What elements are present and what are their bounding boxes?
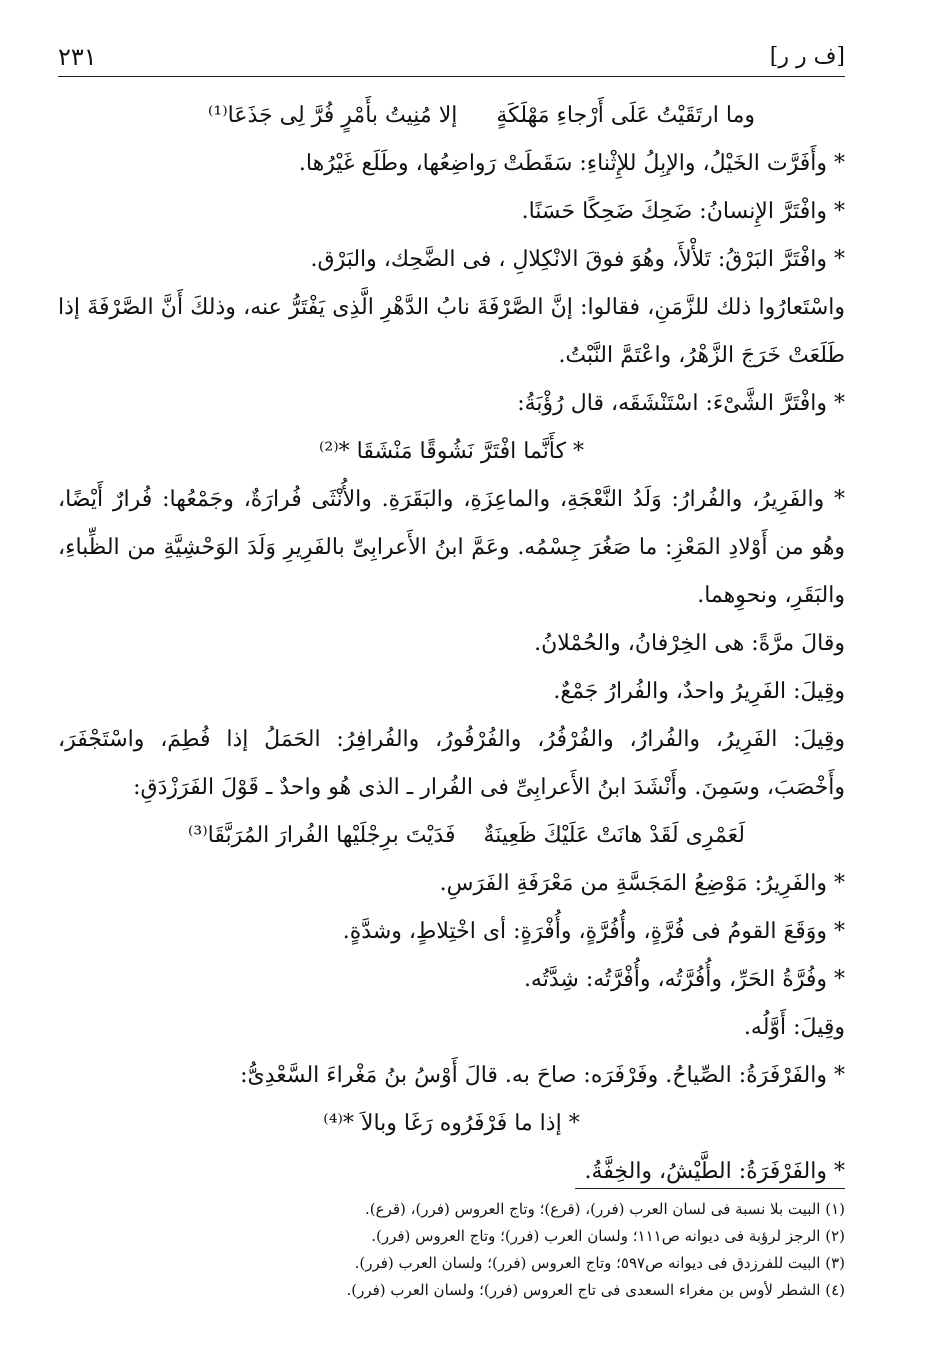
root-code-label: [ف ر ر] — [769, 44, 845, 69]
text-line: * وافْتَرَّ الشَّىْءَ: اسْتَنْشَقَه، قال رُؤْبَةُ: — [517, 391, 845, 416]
footnote-3: (٣) البيت للفرزدق فى ديوانه ص٥٩٧؛ وتاج العروس (فرر)؛ ولسان العرب (فرر). — [354, 1254, 845, 1272]
verse-1-hemistich-2: إلا مُنِيتُ بأَمْرٍ فُرَّ لِى جَذَعَا⁽¹⁾ — [208, 103, 458, 128]
footnote-separator — [575, 1188, 845, 1189]
text-line: * وفُرَّةُ الحَرِّ، وأُفُرَّتُه، وأُفْرَّتُه: شِدَّتُه. — [523, 967, 845, 992]
text-line: وقالَ مرَّةً: هى الخِرْفانُ، والحُمْلانُ. — [534, 631, 845, 656]
verse-2-hemistich-1: لَعَمْرِى لَقَدْ هانَتْ عَلَيْكَ ظَعِينَةٌ — [483, 823, 745, 848]
text-line: * والفَرْفَرَةُ: الصِّياحُ. وفَرْفَرَه: صاحَ به. قالَ أَوْسُ بنُ مَغْراءَ السَّعْدِىُّ: — [240, 1063, 845, 1088]
text-line: * وأَفَرَّت الخَيْلُ، والإبِلُ للإِثْناءِ: سَقَطَتْ رَواضِعُها، وطَلَع غَيْرُها. — [298, 151, 845, 176]
verse-1-hemistich-1: وما ارتَقَيْتُ عَلَى أَرْجاءِ مَهْلَكَةٍ — [496, 103, 755, 128]
verse-2 — [58, 812, 845, 860]
page-header — [58, 42, 845, 77]
text-paragraph: وقِيلَ: الفَرِيرُ، والفُرارُ، والفُرْفُرُ، والفُرْفُورُ، والفُرافِرُ: الحَمَلُ إذا فُطِمَ، واسْتَجْفَرَ، وأَخْصَبَ، وسَمِنَ. وأَنْشَدَ ابنُ الأَعرابِىِّ فى الفُرار ـ الذى هُو واحدٌ ـ قَوْلَ الفَرَزْدَقِ: — [58, 727, 845, 800]
page-number: ٢٣١ — [58, 43, 97, 71]
text-line: * والفَرِيرُ: مَوْضِعُ المَجَسَّةِ من مَعْرَفَةِ الفَرَسِ. — [439, 871, 845, 896]
text-line: * وافْتَرَّ البَرْقُ: تَلأْلأَ، وهُوَ فوقَ الانْكِلالِ ، فى الضَّحِك، والبَرْق. — [310, 247, 845, 272]
text-line: وقِيلَ: الفَرِيرُ واحدٌ، والفُرارُ جَمْعٌ. — [553, 679, 845, 704]
text-paragraph: * والفَرِيرُ، والفُرارُ: وَلَدُ النَّعْجَةِ، والماعِزَةِ، والبَقَرَةِ. والأُنْثَى فُرارَةٌ، وجَمْعُها: فُرارٌ أَيْضًا، وهُو من أَوْلادِ المَعْزِ: ما صَغُرَ جِسْمُه. وعَمَّ ابنُ الأَعرابِىِّ بالفَرِيرِ وَلَدَ الوَحْشِيَّةِ من الظِّباءِ، والبَقَرِ، ونحوِهما. — [58, 487, 845, 608]
footnote-2: (٢) الرجز لرؤبة فى ديوانه ص١١١؛ ولسان العرب (فرر)؛ وتاج العروس (فرر). — [371, 1227, 845, 1245]
verse-1 — [58, 92, 845, 140]
footnotes — [58, 1196, 845, 1304]
main-text — [58, 92, 845, 1196]
text-line: * والفَرْفَرَةُ: الطَّيْشُ، والخِفَّةُ. — [584, 1159, 845, 1184]
text-paragraph: واسْتَعارُوا ذلك للزَّمَنِ، فقالوا: إنَّ الصَّرْفَةَ نابُ الدَّهْرِ الَّذِى يَفْتَرُّ عنه، وذلكَ أَنَّ الصَّرْفَةَ إذا طَلَعَتْ خَرَجَ الزَّهْرُ، واعْتَمَّ النَّبْتُ. — [58, 295, 845, 368]
text-line: * ووَقَعَ القومُ فى فُرَّةٍ، وأُفُرَّةٍ، وأُفْرَةٍ: أى اخْتِلاطٍ، وشدَّةٍ. — [342, 919, 845, 944]
footnote-1: (١) البيت بلا نسبة فى لسان العرب (فرر)، (قرع)؛ وتاج العروس (فرر)، (قرع). — [364, 1200, 845, 1218]
verse-line: * إذا ما فَرْفَرُوه رَغَا وبالاَ *⁽⁴⁾ — [323, 1111, 580, 1136]
text-line: وقِيلَ: أَوَّلُه. — [743, 1015, 845, 1040]
rajaz-line: * كأَنَّما افْتَرَّ نَشُوقًا مَنْشَقَا *⁽²⁾ — [319, 439, 584, 464]
footnote-4: (٤) الشطر لأوس بن مغراء السعدى فى تاج العروس (فرر)؛ ولسان العرب (فرر). — [346, 1281, 845, 1299]
verse-2-hemistich-2: فَدَيْتَ برِجْلَيْها الفُرارَ المُرَبَّقَا⁽³⁾ — [188, 823, 456, 848]
text-line: * وافْتَرَّ الإِنسانُ: ضَحِكَ ضَحِكًا حَسَنًا. — [521, 199, 845, 224]
